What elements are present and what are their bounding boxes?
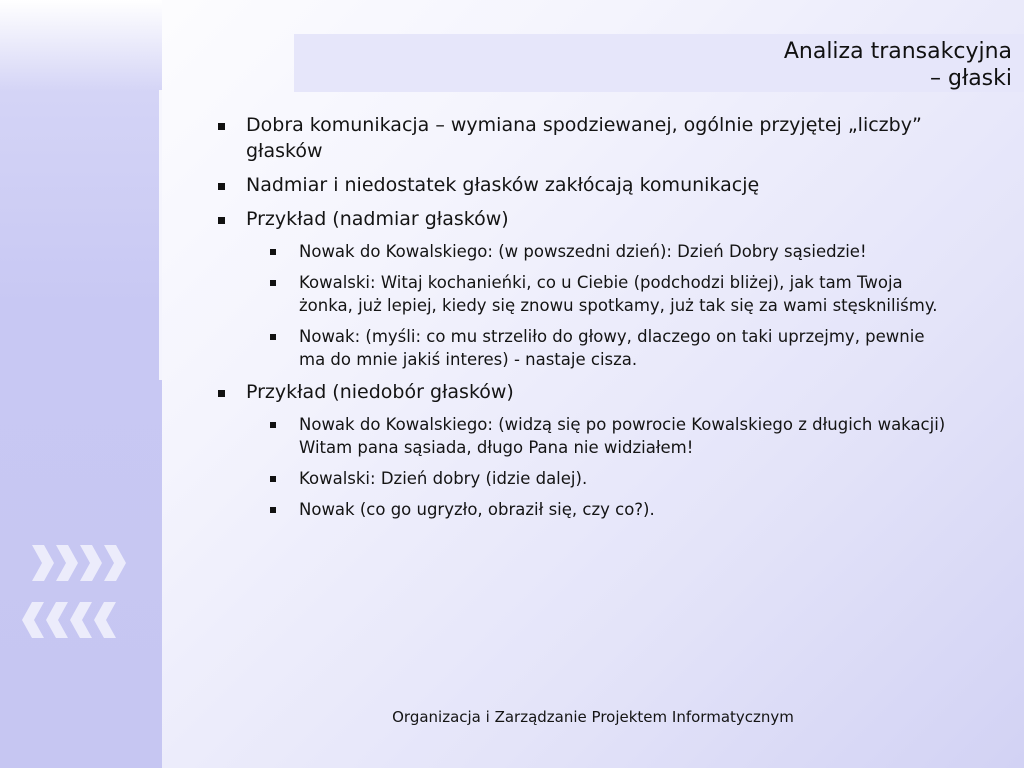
chevron-left-icon bbox=[92, 602, 118, 638]
sub-bullet-item bbox=[267, 325, 949, 371]
chevron-right-icon bbox=[54, 545, 80, 581]
sub-bullet-item bbox=[267, 498, 949, 521]
square-bullet-icon bbox=[218, 123, 225, 130]
square-bullet-icon bbox=[270, 280, 276, 286]
bullet-item bbox=[214, 206, 944, 232]
chevrons-right-decoration bbox=[30, 545, 126, 581]
bullet-item bbox=[214, 172, 944, 198]
sub-bullet-item bbox=[267, 413, 949, 459]
sub-bullet-text: Kowalski: Witaj kochanieńki, co u Ciebie (podchodzi bliżej), jak tam Twoja żonka, już lepiej, kiedy się znowu spotkamy, już tak się za wami stęskniliśmy. bbox=[299, 273, 938, 315]
slide-content bbox=[214, 112, 944, 529]
sub-bullet-item bbox=[267, 271, 949, 317]
sub-bullet-item bbox=[267, 467, 949, 490]
sub-bullet-text: Nowak do Kowalskiego: (w powszedni dzień): Dzień Dobry sąsiedzie! bbox=[299, 242, 867, 261]
bullet-text: Przykład (niedobór głasków) bbox=[246, 381, 514, 403]
chevron-left-icon bbox=[44, 602, 70, 638]
slide-title-line1: Analiza transakcyjna bbox=[783, 39, 1012, 64]
bullet-text: Nadmiar i niedostatek głasków zakłócają komunikację bbox=[246, 174, 760, 196]
square-bullet-icon bbox=[270, 476, 276, 482]
chevron-left-icon bbox=[68, 602, 94, 638]
left-decorative-band bbox=[0, 0, 162, 768]
chevron-right-icon bbox=[102, 545, 128, 581]
square-bullet-icon bbox=[218, 217, 225, 224]
slide-footer: Organizacja i Zarządzanie Projektem Informatycznym bbox=[392, 708, 794, 726]
chevron-left-icon bbox=[20, 602, 46, 638]
title-bar bbox=[294, 34, 1024, 92]
sub-bullet-item bbox=[267, 240, 949, 263]
square-bullet-icon bbox=[270, 422, 276, 428]
slide-title bbox=[784, 38, 1012, 92]
bullet-item bbox=[214, 379, 944, 405]
bullet-text: Przykład (nadmiar głasków) bbox=[246, 208, 509, 230]
slide-title-line2: – głaski bbox=[929, 66, 1012, 91]
chevrons-left-decoration bbox=[20, 602, 116, 638]
sub-bullet-text: Nowak do Kowalskiego: (widzą się po powrocie Kowalskiego z długich wakacji) Witam pana sąsiada, długo Pana nie widziałem! bbox=[299, 415, 946, 457]
sub-bullet-text: Kowalski: Dzień dobry (idzie dalej). bbox=[299, 469, 588, 488]
chevron-right-icon bbox=[30, 545, 56, 581]
chevron-right-icon bbox=[78, 545, 104, 581]
band-divider bbox=[159, 90, 162, 380]
square-bullet-icon bbox=[270, 249, 276, 255]
square-bullet-icon bbox=[270, 334, 276, 340]
bullet-item bbox=[214, 112, 944, 164]
square-bullet-icon bbox=[218, 183, 225, 190]
square-bullet-icon bbox=[270, 507, 276, 513]
square-bullet-icon bbox=[218, 390, 225, 397]
bullet-text: Dobra komunikacja – wymiana spodziewanej, ogólnie przyjętej „liczby” głasków bbox=[246, 114, 922, 162]
sub-bullet-text: Nowak (co go ugryzło, obraził się, czy co?). bbox=[299, 500, 655, 519]
sub-bullet-text: Nowak: (myśli: co mu strzeliło do głowy, dlaczego on taki uprzejmy, pewnie ma do mnie jakiś interes) - nastaje cisza. bbox=[299, 327, 925, 369]
